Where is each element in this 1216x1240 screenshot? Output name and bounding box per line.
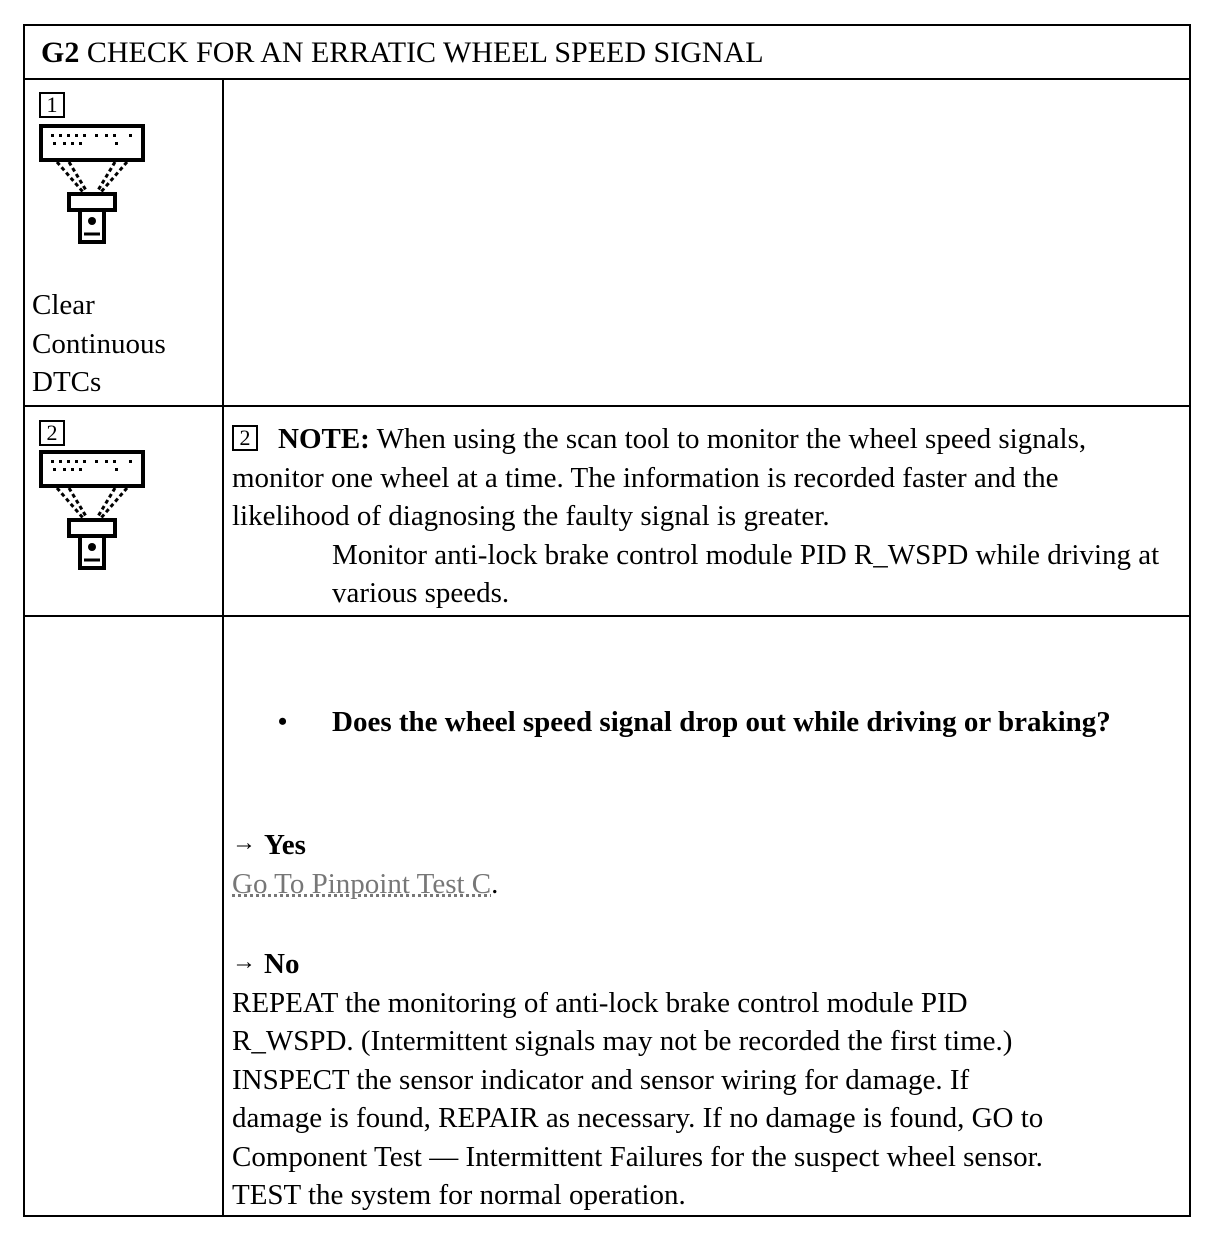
no-text-line: TEST the system for normal operation. — [232, 1179, 686, 1211]
column-divider — [222, 78, 224, 1215]
link-period: . — [491, 867, 499, 900]
no-text-line: INSPECT the sensor indicator and sensor wiring for damage. If — [232, 1063, 970, 1096]
no-text-line: REPEAT the monitoring of anti-lock brake control module PID — [232, 986, 968, 1019]
diagnostic-table — [23, 24, 1191, 1217]
test-code: G2 — [41, 36, 80, 69]
answer-no — [232, 943, 1043, 1215]
answer-yes — [232, 824, 498, 903]
step-number-box: 1 — [39, 92, 65, 118]
row-divider — [25, 78, 1189, 80]
note-label: NOTE: — [278, 423, 370, 455]
question-text: Does the wheel speed signal drop out while driving or braking? — [332, 706, 1111, 738]
test-title: CHECK FOR AN ERRATIC WHEEL SPEED SIGNAL — [86, 36, 764, 69]
no-label: No — [264, 948, 300, 980]
step-label — [32, 286, 212, 402]
pinpoint-test-link[interactable]: Go To Pinpoint Test C — [232, 867, 492, 900]
arrow-icon: → — [232, 830, 256, 856]
note-text: When using the scan tool to monitor the wheel speed signals, monitor one wheel at a time. The information is recorded faster and the likelihood of diagnosing the faulty signal is greater. — [232, 423, 1087, 532]
step-label-line: Continuous — [32, 327, 166, 360]
arrow-icon: → — [232, 949, 256, 975]
step-note — [232, 420, 1172, 613]
no-text-line: R_WSPD. (Intermittent signals may not be recorded the first time.) — [232, 1025, 1013, 1057]
step-label-line: DTCs — [32, 366, 102, 398]
step-label-line: Clear — [32, 289, 95, 321]
row-divider — [25, 405, 1189, 407]
no-text-line: Component Test — Intermittent Failures for the suspect wheel sensor. — [232, 1140, 1043, 1173]
page-title — [41, 36, 764, 70]
row-divider — [25, 615, 1189, 617]
yes-label: Yes — [264, 829, 306, 861]
no-text-line: damage is found, REPAIR as necessary. If no damage is found, GO to — [232, 1102, 1044, 1134]
bullet: • — [278, 707, 288, 736]
step-number-box: 2 — [39, 420, 65, 446]
scan-tool-icon — [39, 450, 149, 572]
scan-tool-icon — [39, 124, 149, 246]
step-number-inline: 2 — [232, 425, 258, 451]
step-instruction: Monitor anti-lock brake control module PID R_WSPD while driving at various speeds. — [332, 538, 1160, 609]
question — [278, 703, 1162, 742]
